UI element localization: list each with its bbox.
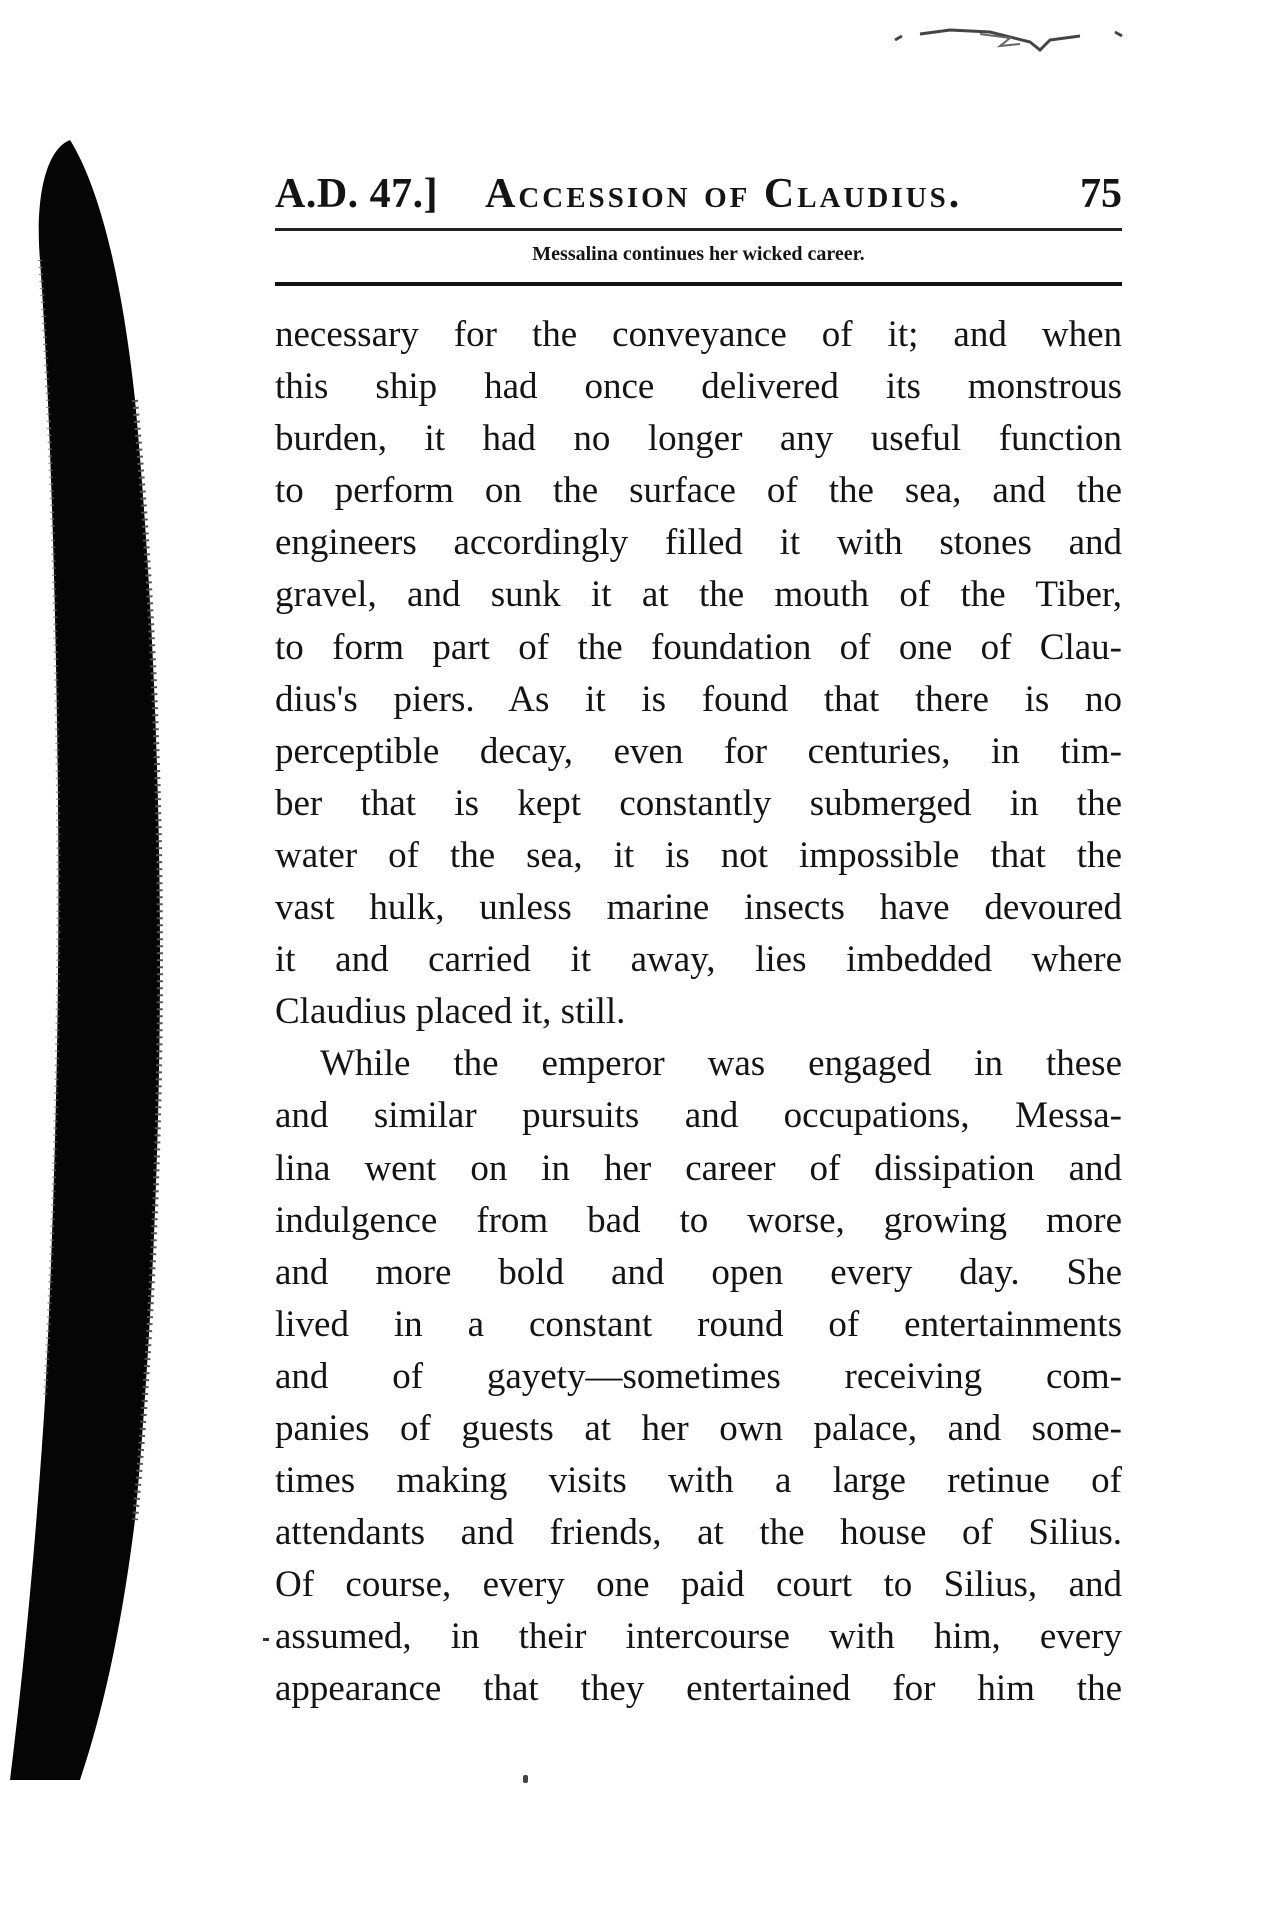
text-line: this ship had once delivered its monstrous xyxy=(275,366,1122,408)
text-line: vast hulk, unless marine insects have devoured xyxy=(275,887,1122,929)
text-line: to perform on the surface of the sea, and the xyxy=(275,470,1122,512)
text-line: While the emperor was engaged in these xyxy=(320,1043,1122,1085)
text-line: and similar pursuits and occupations, Messa- xyxy=(275,1095,1122,1137)
footer-dot xyxy=(523,1775,528,1783)
text-line: assumed, in their intercourse with him, every xyxy=(275,1616,1122,1658)
page-number: 75 xyxy=(1080,171,1122,217)
text-line: dius's piers. As it is found that there is no xyxy=(275,678,1122,720)
text-line: times making visits with a large retinue of xyxy=(275,1460,1122,1502)
text-line: gravel, and sunk it at the mouth of the Tiber, xyxy=(275,574,1122,616)
text-line: lived in a constant round of entertainments xyxy=(275,1303,1122,1345)
header-rule-top xyxy=(275,228,1122,231)
text-line: Claudius placed it, still. xyxy=(275,991,626,1033)
text-line: and more bold and open every day. She xyxy=(275,1251,1122,1293)
page-subhead: Messalina continues her wicked career. xyxy=(532,243,865,265)
text-line: water of the sea, it is not impossible that the xyxy=(275,834,1122,876)
running-head-date: A.D. 47.] xyxy=(275,171,439,217)
text-line: and of gayety—sometimes receiving com- xyxy=(275,1355,1122,1397)
text-line: Of course, every one paid court to Silius, and xyxy=(275,1564,1122,1606)
text-line: burden, it had no longer any useful function xyxy=(275,418,1122,460)
text-line: perceptible decay, even for centuries, in tim- xyxy=(275,730,1122,772)
binding-shadow xyxy=(0,140,190,1780)
text-line: appearance that they entertained for him the xyxy=(275,1668,1122,1710)
page-header xyxy=(275,166,1122,222)
text-line: indulgence from bad to worse, growing more xyxy=(275,1199,1122,1241)
running-head-title: Accession of Claudius. xyxy=(485,171,963,217)
scan-artifact xyxy=(890,22,1130,62)
text-line: engineers accordingly filled it with stones and xyxy=(275,522,1122,564)
text-line: to form part of the foundation of one of Clau- xyxy=(275,626,1122,668)
text-line: lina went on in her career of dissipation and xyxy=(275,1147,1122,1189)
text-line: attendants and friends, at the house of Silius. xyxy=(275,1512,1122,1554)
body-text xyxy=(275,309,1122,1716)
text-line: ber that is kept constantly submerged in the xyxy=(275,782,1122,824)
text-line: it and carried it away, lies imbedded where xyxy=(275,939,1122,981)
margin-mark xyxy=(263,1638,269,1641)
text-line: necessary for the conveyance of it; and when xyxy=(275,314,1122,355)
text-line: panies of guests at her own palace, and some- xyxy=(275,1407,1122,1449)
header-rule-bottom xyxy=(275,282,1122,286)
